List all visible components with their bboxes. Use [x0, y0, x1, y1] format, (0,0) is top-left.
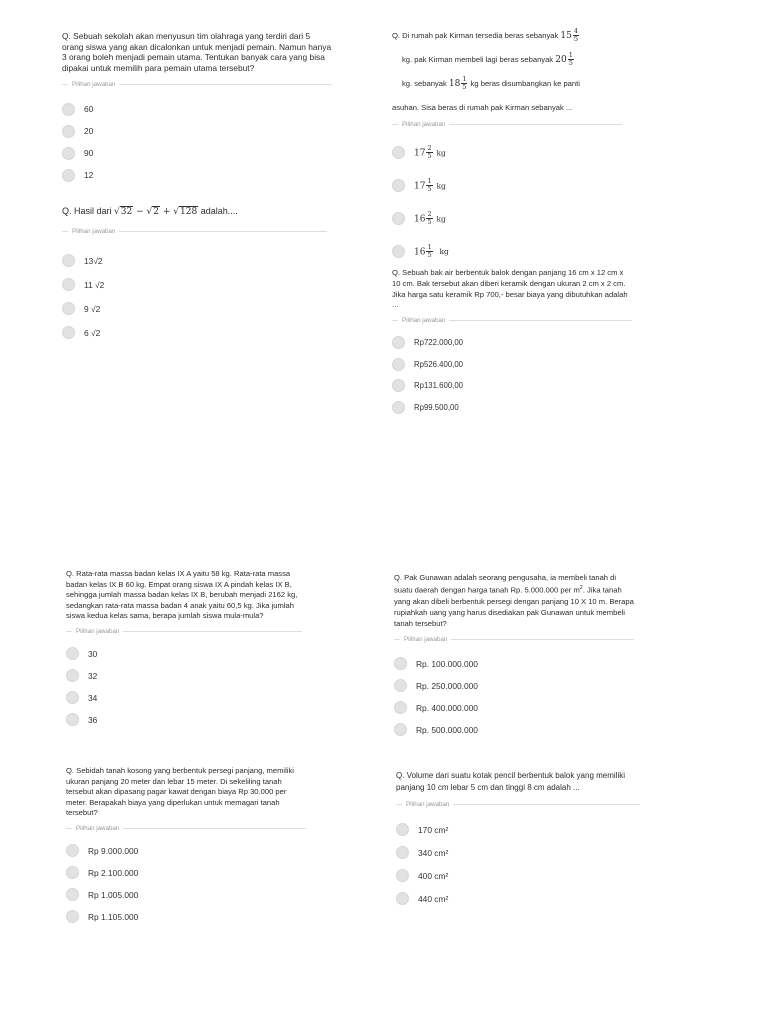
radio-button-icon[interactable]: [62, 326, 75, 339]
question-card-5: [66, 569, 302, 731]
option-label: Rp. 250.000.000: [416, 680, 478, 691]
option-label: Rp. 500.000.000: [416, 724, 478, 735]
question-card-3: [392, 24, 622, 268]
radio-button-icon[interactable]: [396, 823, 409, 836]
option-label: 16 $\frac{1}{5}$ kg: [414, 242, 449, 259]
option-label: Rp 1.105.000: [88, 911, 139, 922]
radio-button-icon[interactable]: [392, 336, 405, 349]
radio-button-icon[interactable]: [392, 401, 405, 414]
answer-option[interactable]: [66, 687, 302, 709]
question-card-1: [62, 26, 332, 186]
question-card-2: [62, 206, 327, 345]
mixed-fraction: 15 $\frac{4}{5}$: [560, 26, 579, 43]
answer-option[interactable]: [62, 249, 327, 273]
answer-option[interactable]: [392, 136, 622, 169]
radio-button-icon[interactable]: [396, 892, 409, 905]
question-card-4: [392, 268, 632, 418]
option-label: 340 cm²: [418, 847, 449, 858]
choices-label: Pilihan jawaban: [66, 628, 302, 635]
choices-label: Pilihan jawaban: [392, 317, 632, 324]
radio-button-icon[interactable]: [396, 869, 409, 882]
radio-button-icon[interactable]: [62, 169, 75, 182]
answer-option[interactable]: [66, 665, 302, 687]
radio-button-icon[interactable]: [66, 647, 79, 660]
option-label: 90: [84, 148, 94, 159]
answer-option[interactable]: [62, 297, 327, 321]
option-label: 9 √2: [84, 303, 101, 314]
choices-label: Pilihan jawaban: [62, 228, 327, 235]
answer-option[interactable]: [66, 840, 306, 862]
radio-button-icon[interactable]: [392, 379, 405, 392]
radio-button-icon[interactable]: [394, 679, 407, 692]
radio-button-icon[interactable]: [66, 866, 79, 879]
option-label: 17 $\frac{1}{5}$ kg: [414, 176, 446, 193]
question-text: Q. Sebuah sekolah akan menyusun tim olahraga yang terdiri dari 5 orang siswa yang akan dicalonkan untuk menjadi pemain. Namun hanya 3 orang boleh menjadi pemain utama. Tentukan banyak cara yang bisa dipakai untuk memilih para pemain utama tersebut?: [62, 31, 332, 73]
answer-option[interactable]: [62, 164, 332, 186]
radio-button-icon[interactable]: [396, 846, 409, 859]
radio-button-icon[interactable]: [62, 125, 75, 138]
radio-button-icon[interactable]: [66, 844, 79, 857]
option-label: 30: [88, 648, 98, 659]
question-card-7: [394, 572, 634, 741]
option-label: Rp. 400.000.000: [416, 702, 478, 713]
radio-button-icon[interactable]: [392, 146, 405, 159]
question-text: Q. Pak Gunawan adalah seorang pengusaha, ia membeli tanah di suatu daerah dengan harga tanah Rp. 5.000.000 per $m^2$. Jika tanah yang akan dibeli berbentuk persegi dengan panjang 10 X 10 m. Berapa rupiahkah uang yang harus disediakan pak Gunawan untuk membeli tanah tersebut?: [394, 573, 634, 629]
choices-label: Pilihan jawaban: [396, 801, 640, 808]
answer-option[interactable]: [392, 354, 632, 376]
answer-option[interactable]: [392, 397, 632, 419]
option-label: 20: [84, 126, 94, 137]
question-text: Q. Sebidah tanah kosong yang berbentuk persegi panjang, memiliki ukuran panjang 20 meter dan lebar 15 meter. Di sekeliling tanah tersebut akan dipasang pagar kawat dengan biaya Rp 30.000 per meter. Berapakah biaya yang diperlukan untuk memagari tanah tersebut?: [66, 766, 294, 818]
answer-option[interactable]: [66, 643, 302, 665]
mixed-fraction: 18 $\frac{1}{5}$: [448, 74, 467, 91]
radio-button-icon[interactable]: [66, 669, 79, 682]
answer-option[interactable]: [396, 887, 640, 910]
radio-button-icon[interactable]: [394, 657, 407, 670]
answer-option[interactable]: [392, 235, 622, 268]
answer-option[interactable]: [394, 697, 634, 719]
mixed-fraction: 20 $\frac{1}{5}$: [555, 50, 573, 67]
answer-option[interactable]: [66, 884, 306, 906]
radio-button-icon[interactable]: [66, 888, 79, 901]
answer-option[interactable]: [392, 202, 622, 235]
option-label: Rp 1.005.000: [88, 889, 139, 900]
answer-option[interactable]: [392, 169, 622, 202]
answer-option[interactable]: [66, 709, 302, 731]
answer-option[interactable]: [394, 719, 634, 741]
answer-option[interactable]: [396, 864, 640, 887]
choices-label: Pilihan jawaban: [392, 121, 622, 128]
option-label: Rp99.500,00: [414, 402, 459, 412]
answer-option[interactable]: [396, 841, 640, 864]
choices-label: Pilihan jawaban: [394, 636, 634, 643]
question-text: Q. Rata-rata massa badan kelas IX A yaitu 58 kg. Rata-rata massa badan kelas IX B 60 kg. Empat orang siswa IX A pindah kelas IX B, sehingga jumlah massa badan kelas IX B, berubah menjadi 2162 kg, sedangkan rata-rata massa badan 4 anak yaitu 60,5 kg. Jika jumlah siswa kedua kelas sama, berapa jumlah siswa mula-mula?: [66, 569, 298, 621]
question-card-6: [66, 766, 306, 928]
radio-button-icon[interactable]: [62, 278, 75, 291]
radio-button-icon[interactable]: [62, 254, 75, 267]
radio-button-icon[interactable]: [62, 147, 75, 160]
option-label: 34: [88, 692, 98, 703]
choices-label: Pilihan jawaban: [62, 81, 332, 88]
option-label: 12: [84, 170, 94, 181]
option-label: 60: [84, 104, 94, 115]
answer-option[interactable]: [62, 273, 327, 297]
option-label: Rp. 100.000.000: [416, 658, 478, 669]
option-label: 13√2: [84, 255, 103, 266]
answer-option[interactable]: [394, 653, 634, 675]
radio-button-icon[interactable]: [392, 245, 405, 258]
option-label: 16 $\frac{2}{5}$ kg: [414, 209, 446, 226]
answer-option[interactable]: [396, 818, 640, 841]
option-label: Rp526.400,00: [414, 359, 463, 369]
answer-option[interactable]: [66, 906, 306, 928]
radio-button-icon[interactable]: [394, 723, 407, 736]
option-label: Rp722.000,00: [414, 338, 463, 348]
option-label: 17 $\frac{2}{5}$ kg: [414, 143, 446, 160]
radio-button-icon[interactable]: [392, 212, 405, 225]
radio-button-icon[interactable]: [392, 179, 405, 192]
option-label: 36: [88, 714, 98, 725]
radio-button-icon[interactable]: [66, 713, 79, 726]
answer-option[interactable]: [394, 675, 634, 697]
answer-option[interactable]: [392, 332, 632, 354]
answer-option[interactable]: [62, 321, 327, 345]
option-label: 400 cm²: [418, 870, 449, 881]
question-text: Q. Sebuah bak air berbentuk balok dengan panjang 16 cm x 12 cm x 10 cm. Bak tersebut akan diberi keramik dengan ukuran 2 cm x 2 cm. Jika harga satu keramik Rp 700,- besar biaya yang dibutuhkan adalah ...: [392, 268, 628, 310]
radio-button-icon[interactable]: [62, 103, 75, 116]
choices-label: Pilihan jawaban: [66, 825, 306, 832]
option-label: 6 √2: [84, 327, 101, 338]
option-label: 32: [88, 670, 98, 681]
answer-option[interactable]: [66, 862, 306, 884]
question-text: Q. Hasil dari √32 − √2 + √128 adalah....: [62, 206, 238, 217]
answer-option[interactable]: [62, 142, 332, 164]
answer-option[interactable]: [62, 98, 332, 120]
question-text: Q. Di rumah pak Kirman tersedia beras sebanyak 15 $\frac{4}{5}$ kg. pak Kirman membeli lagi beras sebanyak 20 $\frac{1}{5}$ kg. sebanyak 18 $\frac{1}{5}$ kg beras disumbangkan ke panti asuhan. Sisa beras di rumah pak Kirman sebanyak ...: [392, 26, 580, 112]
option-label: Rp 2.100.000: [88, 867, 139, 878]
option-label: 170 cm²: [418, 824, 449, 835]
option-label: 11 √2: [84, 279, 105, 290]
sqrt-expression: √32 − √2 + √128: [114, 207, 198, 217]
question-text: Q. Volume dari suatu kotak pencil berbentuk balok yang memiliki panjang 10 cm lebar 5 cm dan tinggi 8 cm adalah ...: [396, 771, 626, 792]
radio-button-icon[interactable]: [394, 701, 407, 714]
radio-button-icon[interactable]: [392, 358, 405, 371]
radio-button-icon[interactable]: [66, 910, 79, 923]
question-card-8: [396, 770, 640, 910]
answer-option[interactable]: [392, 375, 632, 397]
radio-button-icon[interactable]: [62, 302, 75, 315]
answer-option[interactable]: [62, 120, 332, 142]
radio-button-icon[interactable]: [66, 691, 79, 704]
option-label: 440 cm²: [418, 893, 449, 904]
option-label: Rp 9.000.000: [88, 845, 139, 856]
option-label: Rp131.600,00: [414, 381, 463, 391]
